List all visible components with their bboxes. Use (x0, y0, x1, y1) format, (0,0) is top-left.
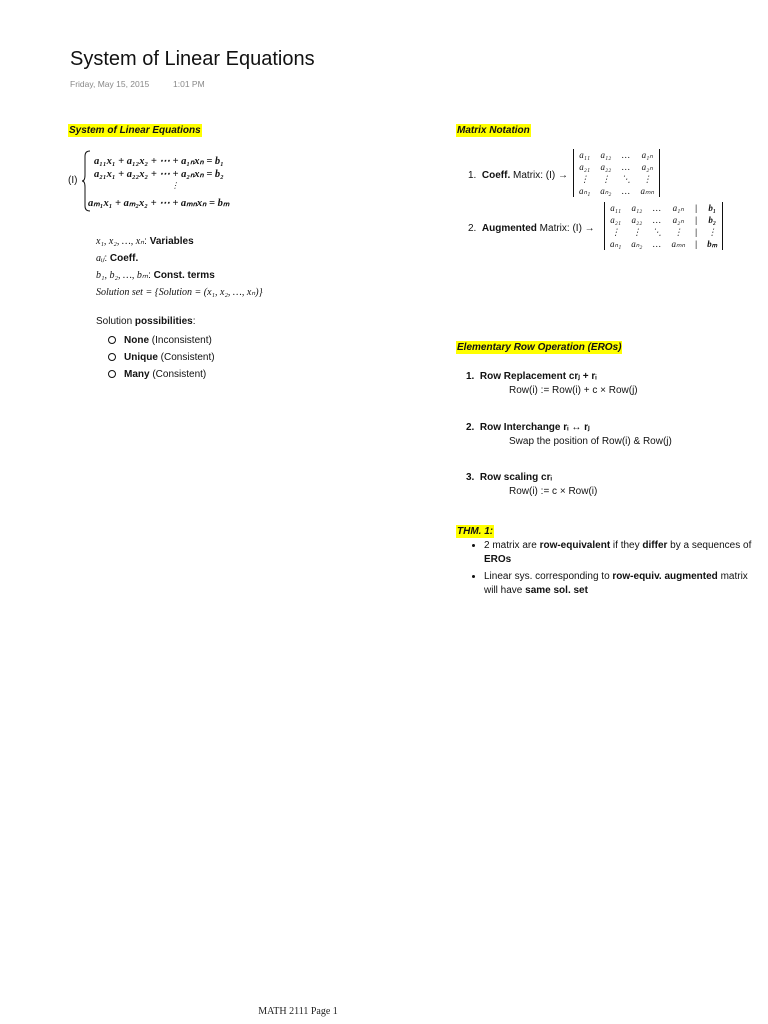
thm-heading: THM. 1: (457, 526, 494, 537)
ero-desc: Swap the position of Row(i) & Row(j) (509, 436, 672, 447)
circle-bullet-icon (108, 336, 116, 344)
coeff-matrix-table: a₁₁ a₁₂ … a₁ₙ a₂₁ a₂₂ … a₂ₙ ⋮ ⋮ ⋱ ⋮ aₙ₁ aₙ₂ … aₘₙ (579, 149, 655, 196)
page-date: Friday, May 15, 2015 (70, 79, 150, 89)
solution-set: Solution set = {Solution = (x₁, x₂, …, xₙ)} (96, 287, 263, 298)
augmented-matrix-label: 2. Augmented Matrix: (I) → (468, 223, 595, 234)
ero-item-2: 2. Row Interchange rᵢ ↔ rⱼ Swap the position of Row(i) & Row(j) (466, 422, 672, 447)
equation-row-2: a₂₁x₁ + a₂₂x₂ + ⋯ + a₂ₙxₙ = b₂ (94, 169, 224, 180)
circle-bullet-icon (108, 370, 116, 378)
system-label: (I) (68, 175, 78, 186)
page-title: System of Linear Equations (70, 48, 315, 70)
definitions (96, 233, 263, 301)
possibilities-list (108, 332, 215, 383)
matrix-heading: Matrix Notation (457, 125, 530, 136)
ero-item-3: 3. Row scaling crᵢ Row(i) := c × Row(i) (466, 472, 598, 497)
ero-heading: Elementary Row Operation (EROs) (457, 342, 622, 353)
possibility-item: Many (Consistent) (108, 366, 215, 383)
equation-row-m: aₘ₁x₁ + aₘ₂x₂ + ⋯ + aₘₙxₙ = bₘ (88, 198, 230, 209)
augmented-matrix (604, 202, 723, 250)
circle-bullet-icon (108, 353, 116, 361)
thm-item: • 2 matrix are row-equivalent if they differ by a sequences of EROs (484, 539, 762, 567)
possibility-item: None (Inconsistent) (108, 332, 215, 349)
def-variables: x₁, x₂, …, xₙ: Variables (96, 236, 194, 247)
possibilities-label: Solution possibilities: (96, 316, 196, 327)
def-coeff: aᵢⱼ: Coeff. (96, 253, 139, 264)
equation-row-1: a₁₁x₁ + a₁₂x₂ + ⋯ + a₁ₙxₙ = b₁ (94, 156, 224, 167)
def-const: b₁, b₂, …, bₘ: Const. terms (96, 270, 215, 281)
ero-item-1: 1. Row Replacement crⱼ + rᵢ Row(i) := Row(i) + c × Row(j) (466, 371, 638, 396)
coeff-matrix-label: 1. Coeff. Matrix: (I) → (468, 170, 569, 181)
page-footer: MATH 2111 Page 1 (258, 1006, 338, 1017)
possibility-item: Unique (Consistent) (108, 349, 215, 366)
augmented-matrix-table: a₁₁ a₁₂ … a₁ₙ | b₁ a₂₁ a₂₂ … a₂ₙ | b₂ ⋮ ⋮ ⋱ ⋮ | ⋮ aₙ₁ aₙ₂ … aₘₙ | bₘ (610, 202, 718, 249)
equation-vdots: ⋮ (171, 181, 179, 190)
ero-desc: Row(i) := Row(i) + c × Row(j) (509, 385, 638, 396)
thm-list (470, 539, 762, 601)
page-time: 1:01 PM (173, 79, 205, 89)
thm-item: • Linear sys. corresponding to row-equiv. augmented matrix will have same sol. set (484, 570, 762, 598)
coeff-matrix (573, 149, 660, 197)
ero-desc: Row(i) := c × Row(i) (509, 486, 598, 497)
equation-system (94, 155, 224, 193)
left-heading: System of Linear Equations (69, 125, 201, 136)
